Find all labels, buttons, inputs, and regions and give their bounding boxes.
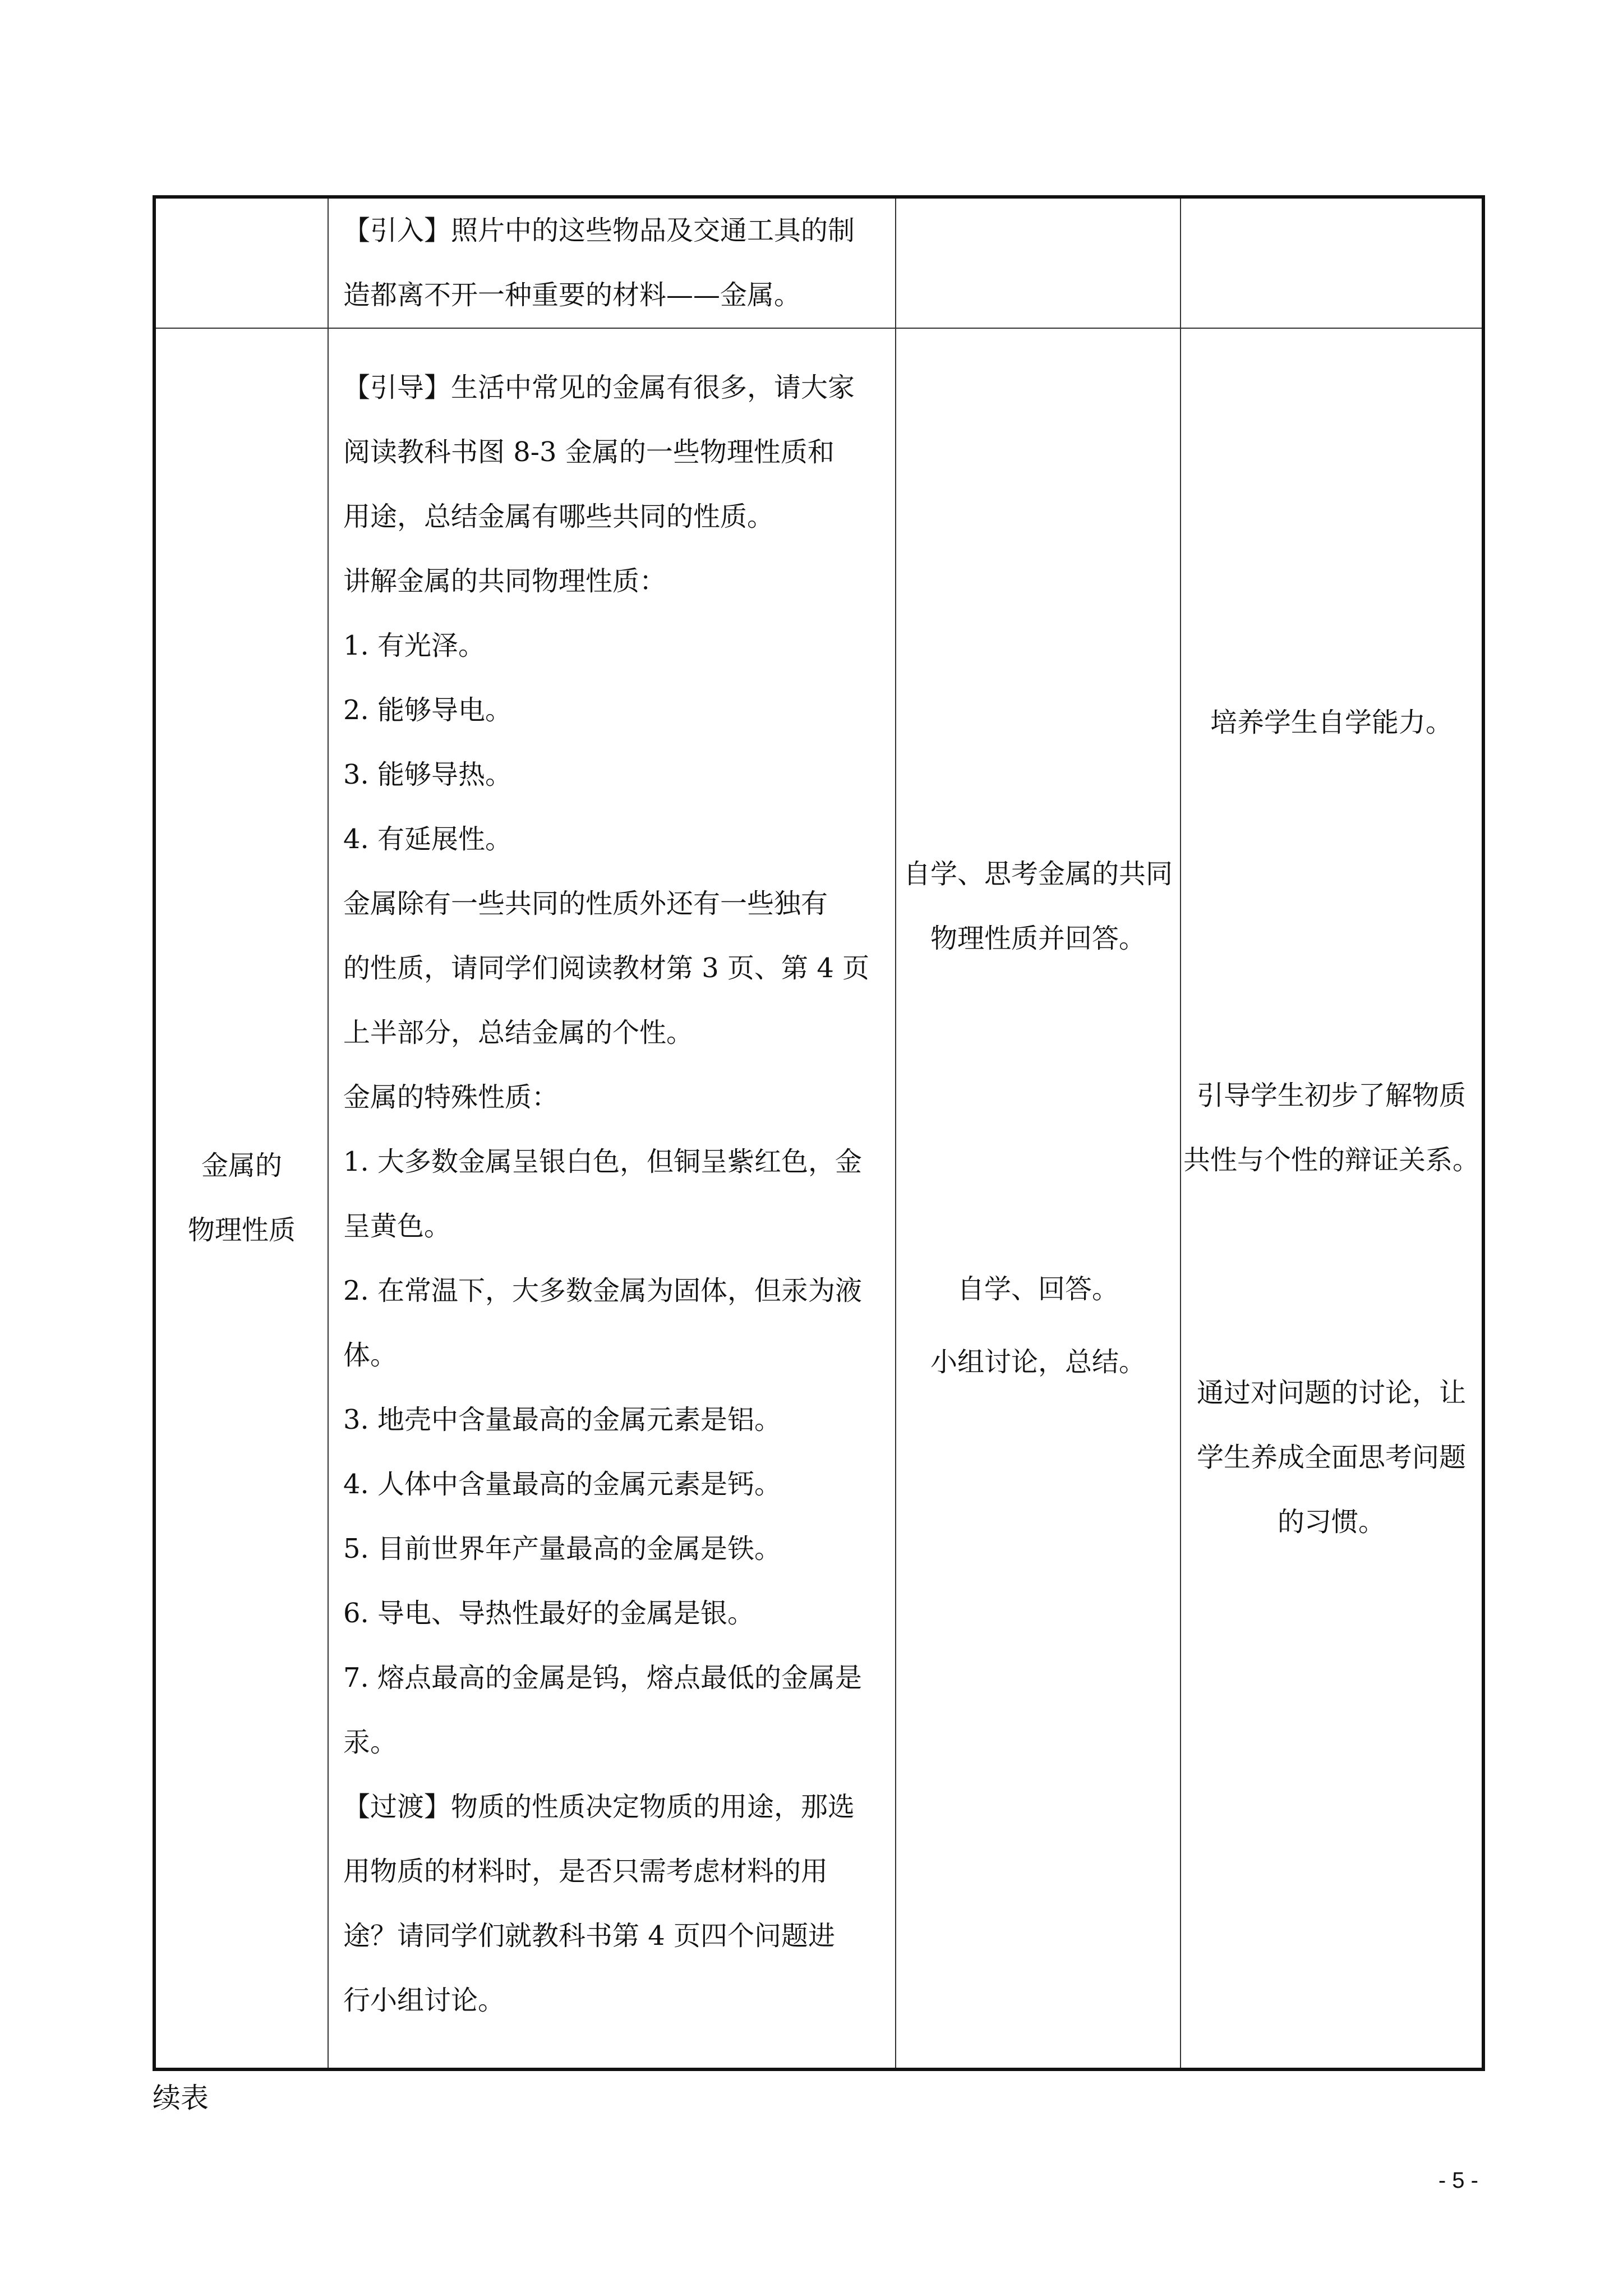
- text-line: 【引导】生活中常见的金属有很多，请大家: [343, 372, 855, 403]
- design-intent-text: [1181, 691, 1482, 755]
- text-line: 2. 在常温下，大多数金属为固体，但汞为液: [343, 1275, 863, 1306]
- text-line: 途？请同学们就教科书第 4 页四个问题进: [343, 1920, 836, 1952]
- text-line: 上半部分，总结金属的个性。: [343, 1017, 694, 1048]
- table-row-intro: [154, 197, 1483, 328]
- page-number: - 5 -: [1438, 2168, 1478, 2193]
- text-line: 汞。: [343, 1727, 398, 1758]
- text-line: 1. 大多数金属呈银白色，但铜呈紫红色，金: [343, 1146, 863, 1177]
- lesson-plan-table: [153, 195, 1485, 2071]
- text-line: 【引入】照片中的这些物品及交通工具的制: [343, 215, 855, 246]
- teacher-activity-cell: [328, 197, 896, 328]
- text-line: 2. 能够导电。: [343, 694, 513, 726]
- text-line: 用物质的材料时，是否只需考虑材料的用: [343, 1856, 828, 1887]
- text-line: 造都离不开一种重要的材料——金属。: [343, 279, 801, 311]
- text-line: 4. 人体中含量最高的金属元素是钙。: [343, 1469, 782, 1500]
- student-activity-text: [896, 842, 1180, 971]
- student-activity-cell: [896, 328, 1181, 2069]
- text-line: 共性与个性的辩证关系。: [1183, 1144, 1479, 1176]
- text-line: 讲解金属的共同物理性质：: [343, 565, 667, 597]
- text-line: 引导学生初步了解物质: [1196, 1080, 1466, 1111]
- text-line: 金属除有一些共同的性质外还有一些独有: [343, 888, 828, 919]
- text-line: 物理性质并回答。: [930, 923, 1146, 954]
- text-line: 的习惯。: [1277, 1506, 1385, 1538]
- text-line: 自学、回答。: [957, 1273, 1119, 1305]
- continued-table-label: 续表: [153, 2082, 209, 2114]
- text-line: 体。: [343, 1340, 398, 1371]
- topic-cell: [154, 328, 328, 2069]
- text-line: 用途，总结金属有哪些共同的性质。: [343, 501, 774, 532]
- student-activity-text: [896, 1257, 1180, 1322]
- topic-line: 金属的: [201, 1150, 282, 1181]
- text-line: 4. 有延展性。: [343, 823, 513, 855]
- topic-cell-empty: [154, 197, 328, 328]
- teacher-activity-cell: [328, 328, 896, 2069]
- text-line: 1. 有光泽。: [343, 630, 486, 661]
- topic-line: 物理性质: [187, 1214, 296, 1246]
- text-line: 小组讨论，总结。: [930, 1346, 1146, 1378]
- student-activity-cell-empty: [896, 197, 1181, 328]
- text-line: 【过渡】物质的性质决定物质的用途，那选: [343, 1791, 855, 1823]
- table-row-physical-properties: [154, 328, 1483, 2069]
- text-line: 通过对问题的讨论，让: [1196, 1377, 1466, 1409]
- text-line: 3. 能够导热。: [343, 759, 513, 790]
- text-line: 3. 地壳中含量最高的金属元素是铝。: [343, 1404, 782, 1435]
- student-activity-text: [896, 1330, 1180, 1395]
- design-intent-cell-empty: [1181, 197, 1483, 328]
- text-line: 的性质，请同学们阅读教材第 3 页、第 4 页: [343, 953, 870, 984]
- design-intent-text: [1181, 1361, 1482, 1554]
- text-line: 呈黄色。: [343, 1211, 451, 1242]
- text-line: 5. 目前世界年产量最高的金属是铁。: [343, 1533, 782, 1565]
- text-line: 培养学生自学能力。: [1210, 707, 1453, 738]
- text-line: 阅读教科书图 8-3 金属的一些物理性质和: [343, 436, 834, 468]
- text-line: 7. 熔点最高的金属是钨，熔点最低的金属是: [343, 1662, 863, 1694]
- text-line: 金属的特殊性质：: [343, 1082, 559, 1113]
- text-line: 行小组讨论。: [343, 1985, 505, 2016]
- text-line: 自学、思考金属的共同: [903, 858, 1173, 890]
- design-intent-cell: [1181, 328, 1483, 2069]
- text-line: 6. 导电、导热性最好的金属是银。: [343, 1598, 755, 1629]
- text-line: 学生养成全面思考问题: [1196, 1442, 1466, 1473]
- design-intent-text: [1181, 1064, 1482, 1193]
